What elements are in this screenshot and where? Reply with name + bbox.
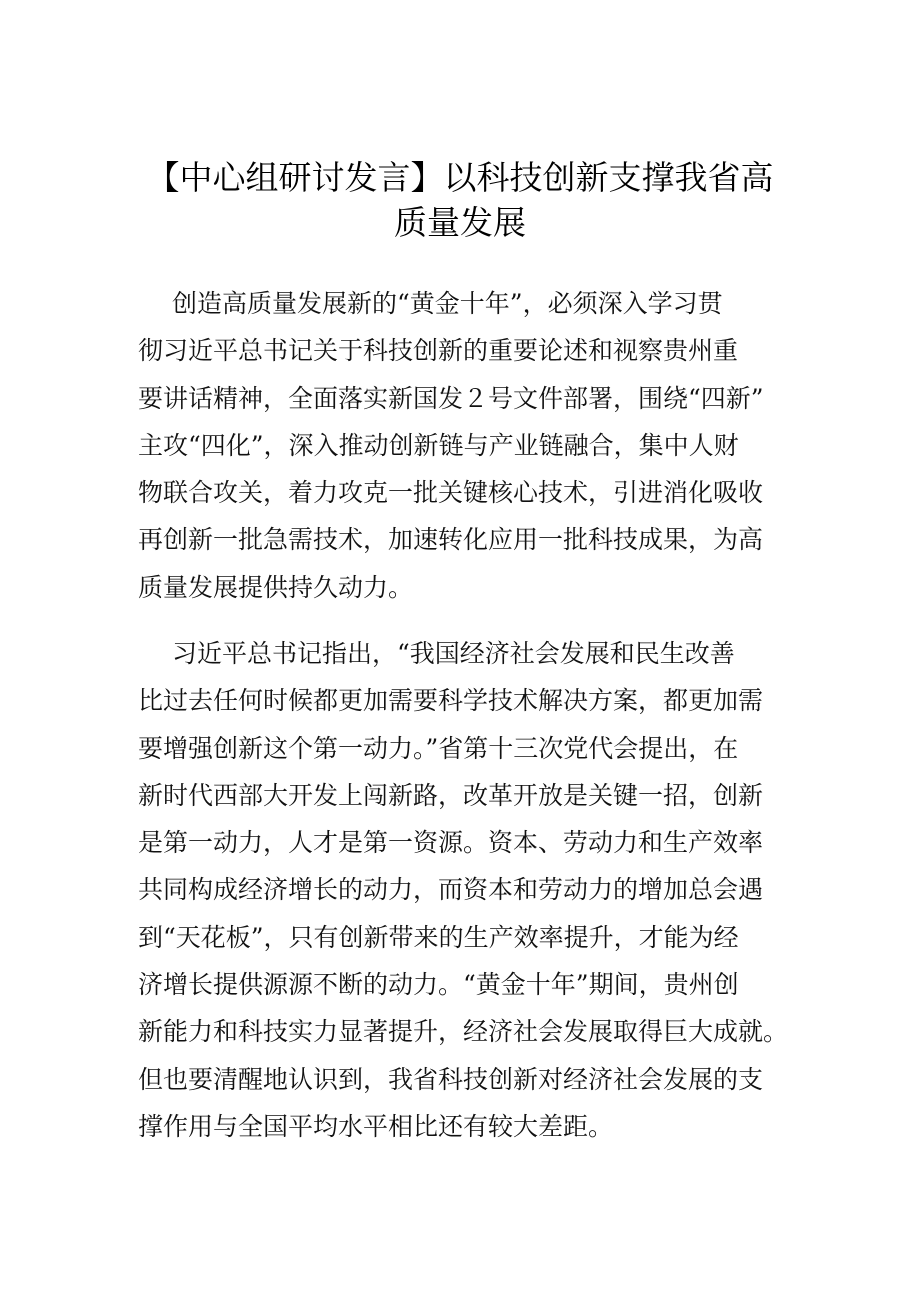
title-line: 【中心组研讨发言】以科技创新支撑我省高 bbox=[146, 158, 774, 197]
paragraph-line: 再创新一批急需技术，加速转化应用一批科技成果，为高 bbox=[138, 525, 764, 555]
paragraph-2 bbox=[138, 630, 788, 1150]
paragraph-line: 共同构成经济增长的动力，而资本和劳动力的增加总会遇 bbox=[138, 875, 764, 905]
paragraph-line: 要增强创新这个第一动力。”省第十三次党代会提出，在 bbox=[138, 733, 739, 763]
paragraph-line: 到“天花板”，只有创新带来的生产效率提升，才能为经 bbox=[138, 922, 739, 952]
paragraph-line: 创造高质量发展新的“黄金十年”，必须深入学习贯 bbox=[172, 289, 723, 318]
paragraph-line: 主攻“四化”，深入推动创新链与产业链融合，集中人财 bbox=[138, 430, 739, 460]
paragraph-line: 比过去任何时候都更加需要科学技术解决方案，都更加需 bbox=[138, 686, 764, 716]
paragraph-line: 济增长提供源源不断的动力。“黄金十年”期间，贵州创 bbox=[138, 970, 739, 1000]
page-title bbox=[120, 155, 800, 245]
paragraph-line: 是第一动力，人才是第一资源。资本、劳动力和生产效率 bbox=[138, 828, 764, 858]
paragraph-line: 质量发展提供持久动力。 bbox=[138, 572, 414, 602]
paragraph-1 bbox=[138, 280, 788, 611]
paragraph-line: 物联合攻关，着力攻克一批关键核心技术，引进消化吸收 bbox=[138, 478, 764, 508]
paragraph-line: 但也要清醒地认识到，我省科技创新对经济社会发展的支 bbox=[138, 1064, 764, 1094]
title-line: 质量发展 bbox=[394, 203, 526, 242]
paragraph-line: 新时代西部大开发上闯新路，改革开放是关键一招，创新 bbox=[138, 780, 764, 810]
paragraph-line: 习近平总书记指出，“我国经济社会发展和民生改善 bbox=[172, 639, 735, 668]
paragraph-line: 要讲话精神，全面落实新国发２号文件部署，围绕“四新” bbox=[138, 383, 764, 413]
paragraph-line: 彻习近平总书记关于科技创新的重要论述和视察贵州重 bbox=[138, 336, 739, 366]
paragraph-line: 新能力和科技实力显著提升，经济社会发展取得巨大成就。 bbox=[138, 1017, 789, 1047]
paragraph-line: 撑作用与全国平均水平相比还有较大差距。 bbox=[138, 1111, 614, 1141]
